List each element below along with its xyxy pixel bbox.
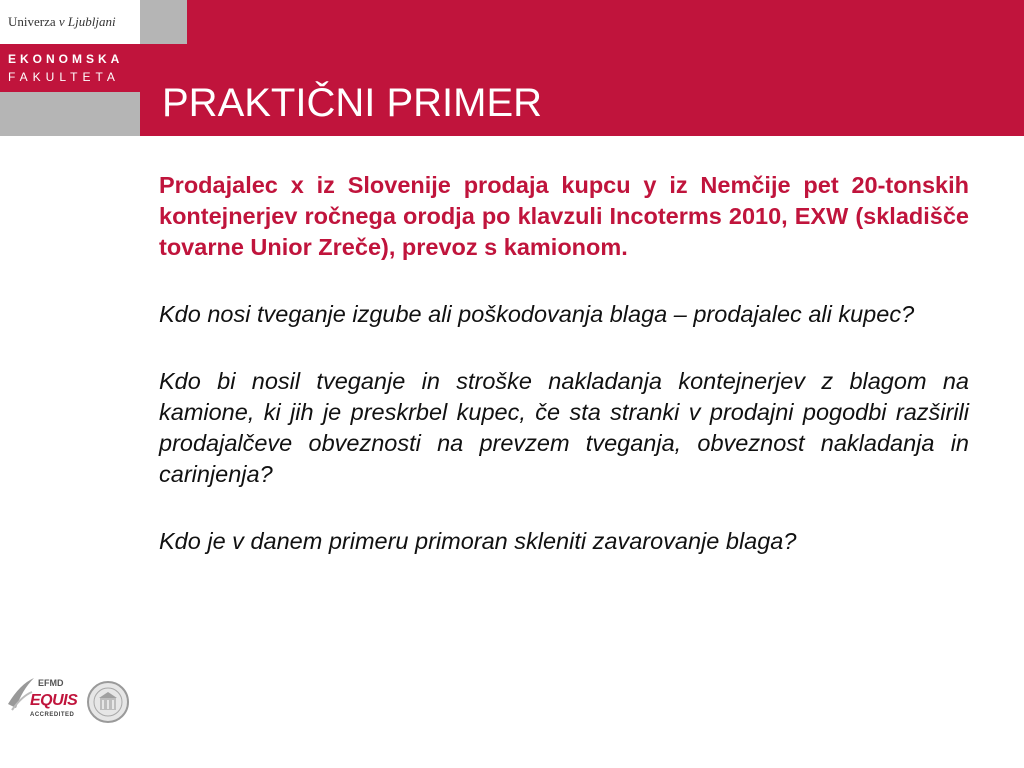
efmd-label: EFMD — [38, 678, 64, 688]
side-grey-block — [0, 92, 140, 136]
slide-title: PRAKTIČNI PRIMER — [162, 81, 543, 125]
title-band — [140, 44, 1024, 136]
header-grey-block — [140, 0, 187, 44]
university-seal-icon — [86, 680, 130, 724]
question-1: Kdo nosi tveganje izgube ali poškodovanja blaga – prodajalec ali kupec? — [159, 301, 915, 327]
question-2: Kdo bi nosil tveganje in stroške nakladanja kontejnerjev z blagom na kamione, ki jih je preskrbel kupec, če sta stranki v prodajni pogodbi razširili prodajalčeve obveznosti na prevzem tveganja, obveznost nakladanja in carinjenja? — [159, 368, 969, 487]
university-prefix: Univerza — [8, 14, 56, 29]
case-description: Prodajalec x iz Slovenije prodaja kupcu y iz Nemčije pet 20-tonskih kontejnerjev ročnega orodja po klavzuli Incoterms 2010, EXW (skladišče tovarne Unior Zreče), prevoz s kamionom. — [159, 172, 969, 260]
faculty-logo — [0, 44, 140, 92]
header-red-bar — [187, 0, 1024, 44]
question-3: Kdo je v danem primeru primoran skleniti zavarovanje blaga? — [159, 528, 797, 554]
faculty-line-2: FAKULTETA — [8, 70, 120, 84]
university-city: v Ljubljani — [58, 14, 116, 29]
faculty-line-1: EKONOMSKA — [8, 52, 124, 66]
university-name — [8, 14, 116, 30]
equis-logo — [6, 670, 80, 730]
equis-label: EQUIS — [30, 692, 78, 709]
university-logo — [0, 0, 140, 44]
accredited-label: ACCREDITED — [30, 712, 75, 718]
slide-content — [159, 170, 969, 557]
